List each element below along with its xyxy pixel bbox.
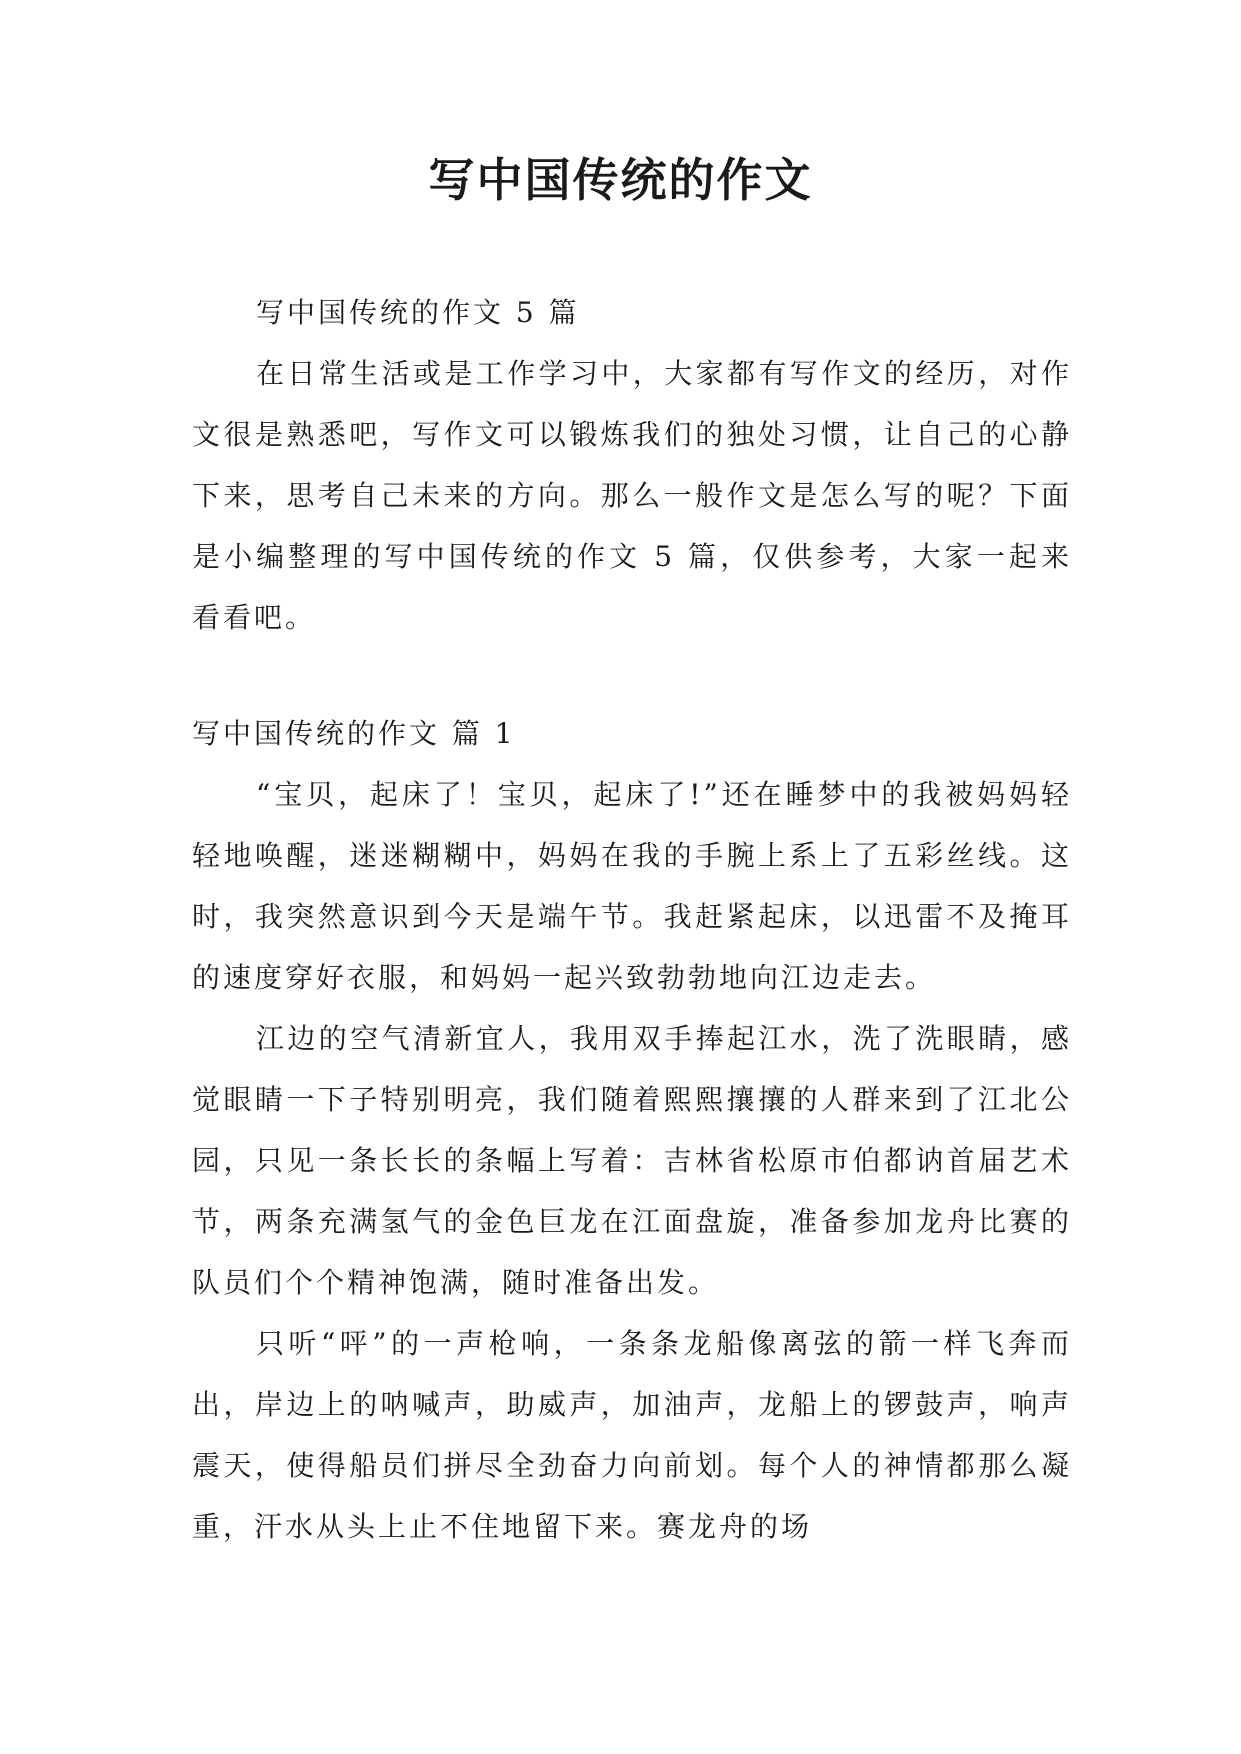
body-paragraph: 只听“呯”的一声枪响，一条条龙船像离弦的箭一样飞奔而出，岸边上的呐喊声，助威声，加油声，龙船上的锣鼓声，响声震天，使得船员们拼尽全劲奋力向前划。每个人的神情都那么凝重，汗水从头上止不住地留下来。赛龙舟的场 [192,1327,1072,1543]
document-subtitle: 写中国传统的作文 5 篇 [256,296,580,329]
section-heading: 写中国传统的作文 篇 1 [192,717,516,750]
body-paragraph: 江边的空气清新宜人，我用双手捧起江水，洗了洗眼睛，感觉眼睛一下子特别明亮，我们随着熙熙攘攘的人群来到了江北公园，只见一条长长的条幅上写着：吉林省松原市伯都讷首届艺术节，两条充满氢气的金色巨龙在江面盘旋，准备参加龙舟比赛的队员们个个精神饱满，随时准备出发。 [192,1022,1072,1299]
body-paragraph: “宝贝，起床了！宝贝，起床了!”还在睡梦中的我被妈妈轻轻地唤醒，迷迷糊糊中，妈妈在我的手腕上系上了五彩丝线。这时，我突然意识到今天是端午节。我赶紧起床，以迅雷不及掩耳的速度穿好衣服，和妈妈一起兴致勃勃地向江边走去。 [192,778,1072,994]
intro-paragraph: 在日常生活或是工作学习中，大家都有写作文的经历，对作文很是熟悉吧，写作文可以锻炼我们的独处习惯，让自己的心静下来，思考自己未来的方向。那么一般作文是怎么写的呢？下面是小编整理的写中国传统的作文 5 篇，仅供参考，大家一起来看看吧。 [192,357,1072,634]
document-title: 写中国传统的作文 [428,153,813,207]
document-body [192,282,1072,1557]
